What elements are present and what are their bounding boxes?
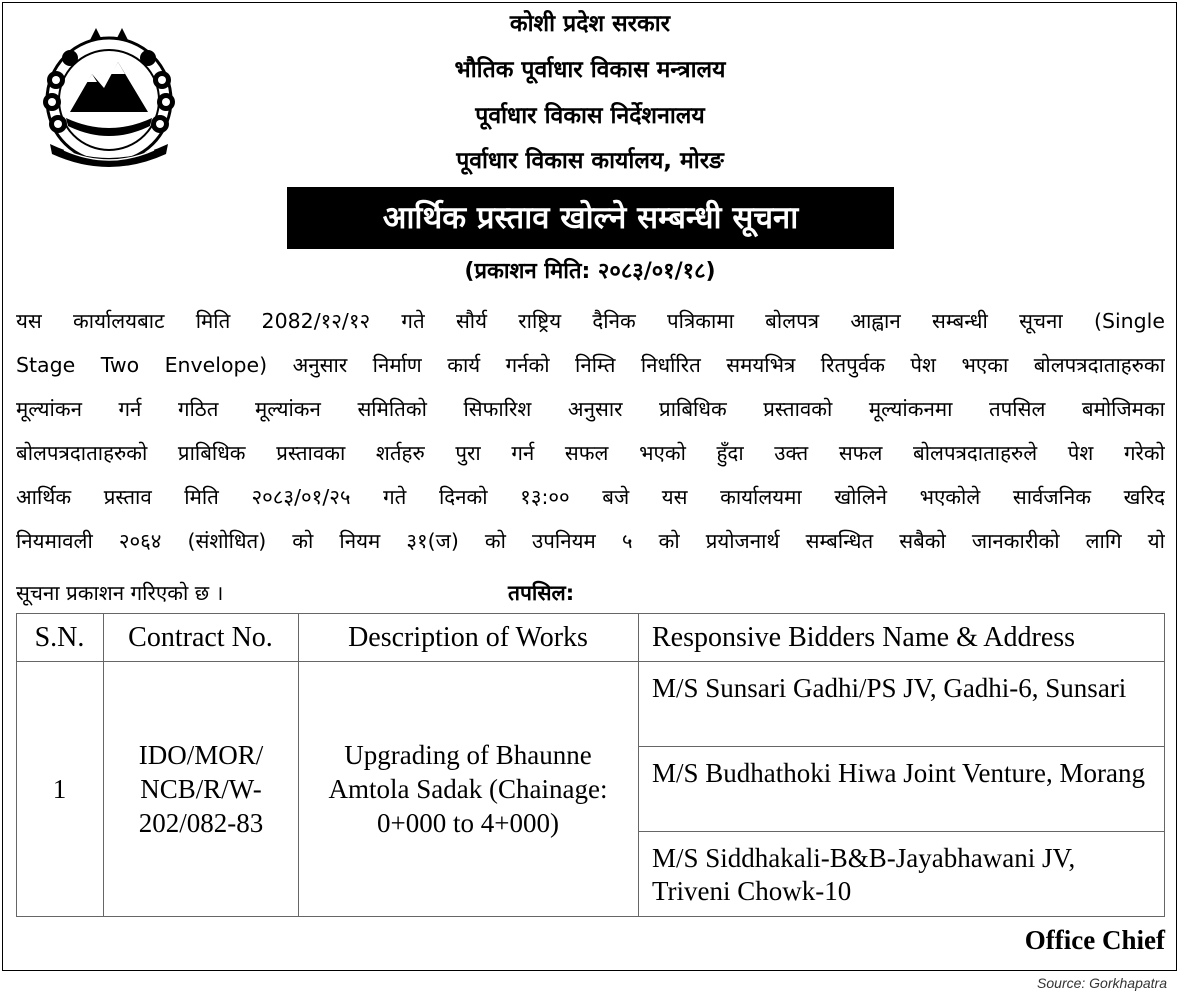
table-cell-bidder: M/S Budhathoki Hiwa Joint Venture, Morang bbox=[652, 758, 1145, 788]
table-cell-sn: 1 bbox=[52, 774, 67, 804]
table-header-bidders: Responsive Bidders Name & Address bbox=[652, 621, 1076, 653]
table-cell-bidder: M/S Sunsari Gadhi/PS JV, Gadhi-6, Sunsari bbox=[652, 673, 1127, 703]
body-line: Stage Two Envelope) अनुसार निर्माण कार्य गर्नको निम्ति निर्धारित समयभित्र रितपुर्वक पेश भएका बोलपत्रदाताहरुका bbox=[16, 353, 1165, 377]
table-header-contract-no: Contract No. bbox=[128, 621, 273, 653]
table-cell-bidder: M/S Siddhakali-B&B-Jayabhawani JV, Triveni Chowk-10 bbox=[652, 843, 1076, 906]
table-header-description: Description of Works bbox=[348, 621, 588, 653]
header-line-province: कोशी प्रदेश सरकार bbox=[509, 11, 671, 37]
body-line: मूल्यांकन गर्न गठित मूल्यांकन समितिको सिफारिश अनुसार प्राबिधिक प्रस्तावको मूल्यांकनमा तपसिल बमोजिमका bbox=[16, 397, 1165, 421]
body-line: नियमावली २०६४ (संशोधित) को नियम ३१(ज) को उपनियम ५ को प्रयोजनार्थ सम्बन्धित सबैको जानकारीको लागि यो bbox=[16, 529, 1165, 553]
source-credit: Source: Gorkhapatra bbox=[1037, 975, 1167, 991]
header-line-ministry: भौतिक पूर्वाधार विकास मन्त्रालय bbox=[454, 57, 726, 83]
tapasil-label: तपसिल: bbox=[508, 581, 575, 605]
body-line: बोलपत्रदाताहरुको प्राबिधिक प्रस्तावका शर्तहरु पुरा गर्न सफल भएको हुँदा उक्त सफल बोलपत्रदाताहरुले पेश गरेको bbox=[16, 441, 1165, 465]
header-line-directorate: पूर्वाधार विकास निर्देशनालय bbox=[475, 103, 705, 129]
body-line: यस कार्यालयबाट मिति 2082/१२/१२ गते सौर्य राष्ट्रिय दैनिक पत्रिकामा बोलपत्र आह्वान सम्बन्धी सूचना (Single bbox=[16, 309, 1165, 333]
table-cell-contract-no: IDO/MOR/ NCB/R/W- 202/082-83 bbox=[138, 740, 264, 838]
notice-title: आर्थिक प्रस्ताव खोल्ने सम्बन्धी सूचना bbox=[287, 187, 894, 249]
table-header-sn: S.N. bbox=[34, 621, 85, 653]
header-line-office: पूर्वाधार विकास कार्यालय, मोरङ bbox=[456, 148, 724, 174]
publication-date: (प्रकाशन मिति: २०८३/०१/१८) bbox=[464, 259, 716, 284]
table-cell-description: Upgrading of Bhaunne Amtola Sadak (Chainage: 0+000 to 4+000) bbox=[328, 740, 608, 838]
body-line: सूचना प्रकाशन गरिएको छ । bbox=[16, 581, 224, 605]
signature-office-chief: Office Chief bbox=[1024, 925, 1165, 955]
nepal-government-emblem-icon bbox=[30, 22, 188, 172]
body-line: आर्थिक प्रस्ताव मिति २०८३/०१/२५ गते दिनको १३:०० बजे यस कार्यालयमा खोलिने भएकोले सार्वजनिक खरिद bbox=[16, 485, 1165, 509]
